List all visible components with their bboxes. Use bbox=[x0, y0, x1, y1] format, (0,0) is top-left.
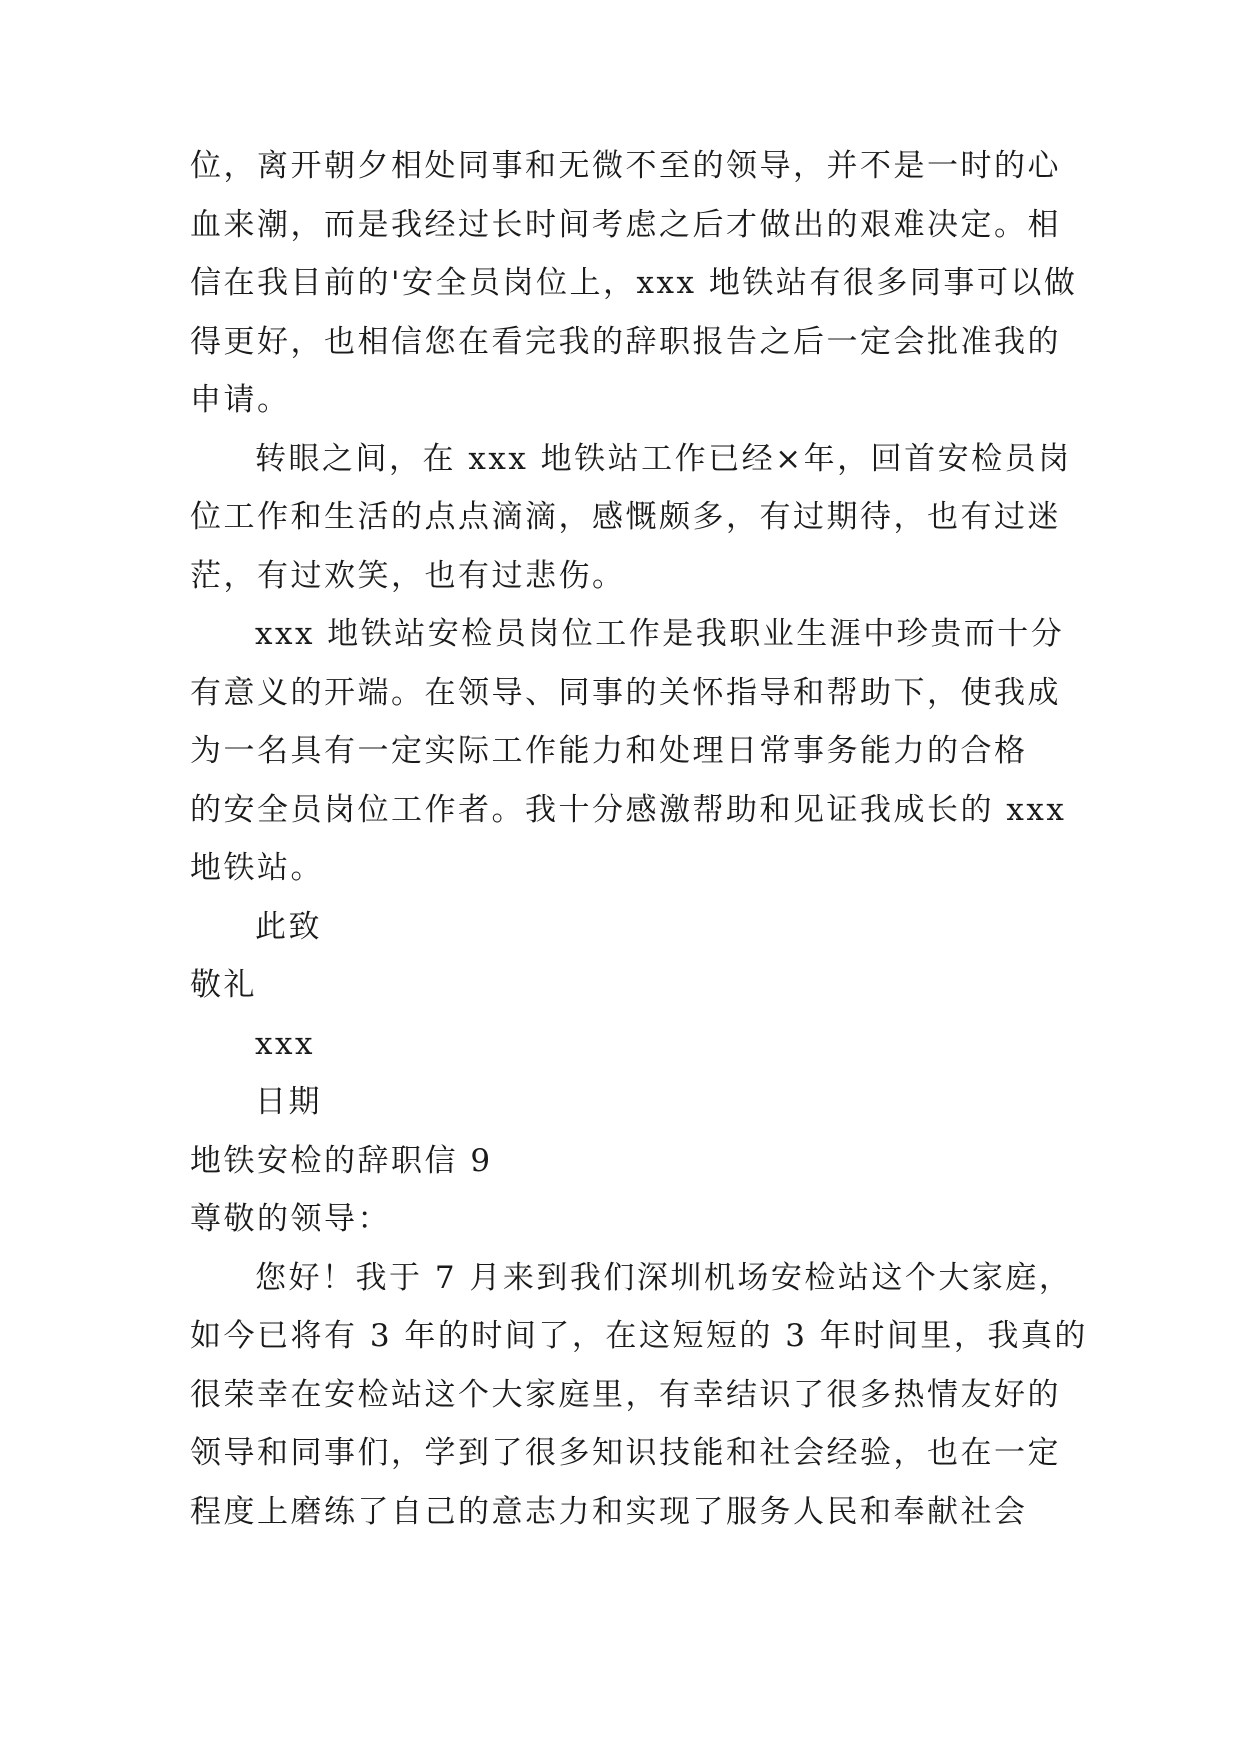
greeting: 尊敬的领导： bbox=[190, 1201, 391, 1237]
body-text-line: 位，离开朝夕相处同事和无微不至的领导，并不是一时的心 bbox=[190, 148, 1061, 184]
body-text-line: 很荣幸在安检站这个大家庭里，有幸结识了很多热情友好的 bbox=[190, 1377, 1061, 1413]
body-text-line: 程度上磨练了自己的意志力和实现了服务人民和奉献社会 bbox=[190, 1494, 1028, 1530]
body-text-line: 有意义的开端。在领导、同事的关怀指导和帮助下，使我成 bbox=[190, 675, 1061, 711]
closing-salutation: 此致 bbox=[255, 909, 322, 945]
signature-date: 日期 bbox=[255, 1084, 322, 1120]
body-text-line: 血来潮，而是我经过长时间考虑之后才做出的艰难决定。相 bbox=[190, 207, 1061, 243]
body-text-line: 茫，有过欢笑，也有过悲伤。 bbox=[190, 558, 626, 594]
body-text-line: 如今已将有 3 年的时间了，在这短短的 3 年时间里，我真的 bbox=[190, 1318, 1088, 1354]
signature-name: xxx bbox=[255, 1026, 315, 1062]
body-text-line: 为一名具有一定实际工作能力和处理日常事务能力的合格 bbox=[190, 733, 1028, 769]
section-title: 地铁安检的辞职信 9 bbox=[190, 1143, 493, 1179]
body-text-line: 信在我目前的'安全员岗位上，xxx 地铁站有很多同事可以做 bbox=[190, 265, 1078, 301]
body-text-line: 地铁站。 bbox=[190, 850, 324, 886]
paragraph-first-line: xxx 地铁站安检员岗位工作是我职业生涯中珍贵而十分 bbox=[255, 616, 1065, 652]
paragraph-first-line: 您好！我于 7 月来到我们深圳机场安检站这个大家庭， bbox=[255, 1260, 1073, 1296]
body-text-line: 的安全员岗位工作者。我十分感激帮助和见证我成长的 xxx bbox=[190, 792, 1067, 828]
paragraph-first-line: 转眼之间，在 xxx 地铁站工作已经×年，回首安检员岗 bbox=[255, 441, 1072, 477]
body-text-line: 领导和同事们，学到了很多知识技能和社会经验，也在一定 bbox=[190, 1435, 1061, 1471]
closing-regards: 敬礼 bbox=[190, 967, 257, 1003]
body-text-line: 申请。 bbox=[190, 382, 291, 418]
body-text-line: 位工作和生活的点点滴滴，感慨颇多，有过期待，也有过迷 bbox=[190, 499, 1061, 535]
body-text-line: 得更好，也相信您在看完我的辞职报告之后一定会批准我的 bbox=[190, 324, 1061, 360]
